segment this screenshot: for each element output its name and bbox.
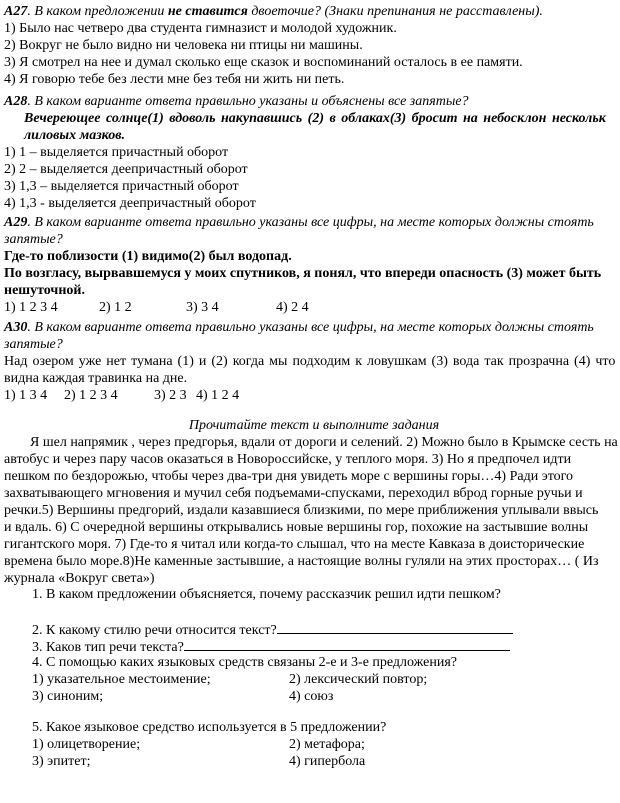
task-3: 3. Каков тип речи текста? (32, 640, 184, 655)
question-a30-number: А30 (4, 320, 28, 335)
text-line-7: гигантского моря. 7) Где-то я читал или когда-то слышал, что на месте Кавказа в доисторические (4, 537, 585, 552)
task-4-option-4: 4) союз (289, 689, 334, 704)
a30-option-2: 2) 1 2 3 4 (64, 388, 118, 403)
a30-sentence-line-2: видна каждая травинка на дне. (4, 371, 188, 386)
a29-options-row (4, 299, 309, 316)
question-a30-prompt-cont: запятые? (4, 337, 63, 352)
a30-option-1: 1) 1 3 4 (4, 388, 48, 403)
question-a29-prompt-cont: запятые? (4, 232, 63, 247)
a29-sentence-2-line-1: По возгласу, вырвавшемуся у моих спутников, я понял, что впереди опасность (3) может быть (4, 266, 602, 281)
a29-option-1: 1) 1 2 3 4 (4, 300, 58, 315)
a30-option-4: 4) 1 2 4 (196, 388, 240, 403)
task-3-answer-line[interactable] (184, 637, 510, 651)
text-line-2: автобус и через пару часов оказаться в Новороссийске, у теплого моря. 3) Но я предпочел идти (4, 452, 572, 467)
a28-sentence-line-2: лиловых мазков. (24, 128, 125, 143)
task-5-option-4: 4) гипербола (289, 754, 366, 769)
task-5-option-2: 2) метафора; (289, 737, 365, 752)
text-section-heading: Прочитайте текст и выполните задания (188, 418, 440, 433)
question-a28-prompt: А28. В каком варианте ответа правильно указаны и объяснены все запятые? (4, 94, 469, 109)
question-a28-number: А28 (4, 94, 28, 109)
a30-options-row (4, 387, 239, 404)
text-line-9: журнала «Вокруг света») (4, 571, 155, 586)
a29-sentence-1: Где-то поблизости (1) видимо(2) был водопад. (4, 249, 292, 264)
a29-option-2: 2) 1 2 (99, 300, 132, 315)
a29-option-4: 4) 2 4 (276, 300, 309, 315)
task-4-option-2: 2) лексический повтор; (289, 672, 428, 687)
a28-option-1: 1) 1 – выделяется причастный оборот (4, 145, 229, 160)
text-line-5: речки.5) Вершины предгорий, издали казавшиеся близкими, по мере приближения уплывали ввысь (4, 503, 599, 518)
a28-sentence-line-1: Вечереющее солнце(1) вдоволь накупавшись (2) в облаках(3) бросит на небосклон нескольк (24, 111, 606, 126)
task-5-options-row-2 (32, 753, 365, 770)
task-4-option-3: 3) синоним; (32, 689, 104, 704)
text-line-8: времена было море.8)Не каменные застывшие, а настоящие волны гуляли на этих просторах… ( Из (4, 554, 599, 569)
a27-item-1: 1) Было нас четверо два студента гимназист и молодой художник. (4, 21, 397, 36)
task-5: 5. Какое языковое средство используется в 5 предложении? (32, 720, 387, 735)
task-2-answer-line[interactable] (277, 620, 513, 634)
task-4-options-row-2 (32, 688, 333, 705)
question-a30-prompt: А30. В каком варианте ответа правильно указаны все цифры, на месте которых должны стоять (4, 320, 594, 335)
task-5-options-row-1 (32, 736, 365, 753)
task-2: 2. К какому стилю речи относится текст? (32, 623, 277, 638)
a27-item-2: 2) Вокруг не было видно ни человека ни птицы ни машины. (4, 38, 363, 53)
task-4-option-1: 1) указательное местоимение; (32, 672, 211, 687)
text-line-4: захватывающего мгновения и мучил себя подъемами-спусками, переходил вброд горные ручьи и (4, 486, 583, 501)
a30-sentence-line-1: Над озером уже нет тумана (1) и (2) когда мы подходим к ловушкам (3) вода так прозрачна (4) что (4, 354, 616, 369)
a28-option-2: 2) 2 – выделяется деепричастный оборот (4, 162, 248, 177)
task-4-options-row-1 (32, 671, 427, 688)
text-line-6: и вдаль. 6) С очередной вершины открывались новые вершины гор, похожие на застывшие волны (4, 520, 589, 535)
task-1: 1. В каком предложении объясняется, почему рассказчик решил идти пешком? (32, 587, 501, 602)
task-4: 4. С помощью каких языковых средств связаны 2-е и 3-е предложения? (32, 655, 458, 670)
a29-sentence-2-line-2: нешуточной. (4, 283, 85, 298)
text-line-1: Я шел напрямик , через предгорья, вдали от дороги и селений. 2) Можно было в Крымске сесть на (30, 435, 618, 450)
a29-option-3: 3) 3 4 (186, 300, 219, 315)
a28-option-4: 4) 1,3 - выделяется деепричастный оборот (4, 196, 256, 211)
question-a29-number: А29 (4, 215, 28, 230)
a30-option-3: 3) 2 3 (154, 388, 187, 403)
question-a27-prompt: А27. В каком предложении не ставится двоеточие? (Знаки препинания не расставлены). (4, 4, 543, 19)
text-line-3: пешком по бездорожью, чтобы через два-три дня увидеть море с вершины горы…4) Ради этого (4, 469, 574, 484)
task-5-option-1: 1) олицетворение; (32, 737, 141, 752)
a27-item-4: 4) Я говорю тебе без лести мне без тебя ни жить ни петь. (4, 72, 345, 87)
a28-option-3: 3) 1,3 – выделяется причастный оборот (4, 179, 239, 194)
question-a29-prompt: А29. В каком варианте ответа правильно указаны все цифры, на месте которых должны стоять (4, 215, 594, 230)
question-a27-number: А27 (4, 4, 28, 19)
a27-item-3: 3) Я смотрел на нее и думал сколько еще сказок и воспоминаний осталось в ее памяти. (4, 55, 523, 70)
task-5-option-3: 3) эпитет; (32, 754, 91, 769)
